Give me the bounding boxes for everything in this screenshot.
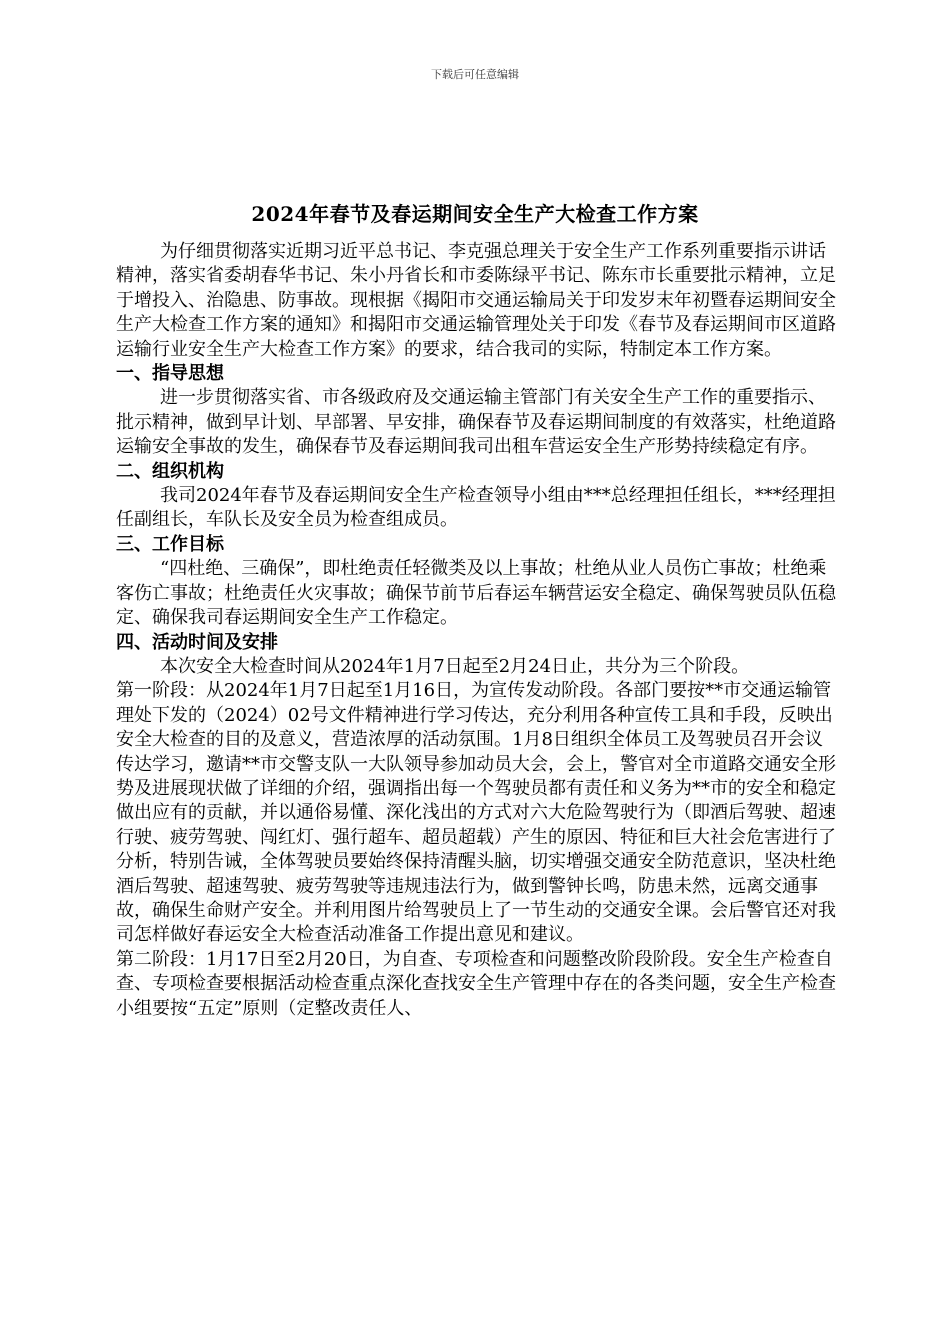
section-heading-schedule: 四、活动时间及安排 — [116, 631, 278, 653]
intro-paragraph: 为仔细贯彻落实近期习近平总书记、李克强总理关于安全生产工作系列重要指示讲话精神，落实省委胡春华书记、朱小丹省长和市委陈绿平书记、陈东市长重要批示精神，立足于增投入、治隐患、防事故。现根据《揭阳市交通运输局关于印发岁末年初暨春运期间安全生产大检查工作方案的通知》和揭阳市交通运输管理处关于印发《春节及春运期间市区道路运输行业安全生产大检查工作方案》的要求，结合我司的实际，特制定本工作方案。 — [116, 241, 836, 360]
section-heading-guiding: 一、指导思想 — [116, 363, 224, 385]
document-body — [116, 240, 840, 1021]
section-heading-organization: 二、组织机构 — [116, 460, 224, 482]
section-heading-goals: 三、工作目标 — [116, 533, 224, 555]
section-paragraph-guiding: 进一步贯彻落实省、市各级政府及交通运输主管部门有关安全生产工作的重要指示、批示精神，做到早计划、早部署、早安排，确保春节及春运期间制度的有效落实，杜绝道路运输安全事故的发生，确保春节及春运期间我司出租车营运安全生产形势持续稳定有序。 — [116, 387, 836, 458]
phase-two-paragraph: 第二阶段：1月17日至2月20日，为自查、专项检查和问题整改阶段阶段。安全生产检查自查、专项检查要根据活动检查重点深化查找安全生产管理中存在的各类问题，安全生产检查小组要按“五定”原则（定整改责任人、 — [116, 948, 836, 1019]
document-title: 2024年春节及春运期间安全生产大检查工作方案 — [251, 202, 699, 226]
header-note: 下载后可任意编辑 — [431, 68, 519, 81]
phase-one-paragraph: 第一阶段：从2024年1月7日起至1月16日，为宣传发动阶段。各部门要按**市交通运输管理处下发的（2024）02号文件精神进行学习传达，充分利用各种宣传工具和手段，反映出安全大检查的目的及意义，营造浓厚的活动氛围。1月8日组织全体员工及驾驶员召开会议传达学习，邀请**市交警支队一大队领导参加动员大会，会上，警官对全市道路交通安全形势及进展现状做了详细的介绍，强调指出每一个驾驶员都有责任和义务为**市的安全和稳定做出应有的贡献，并以通俗易懂、深化浅出的方式对六大危险驾驶行为（即酒后驾驶、超速行驶、疲劳驾驶、闯红灯、强行超车、超员超载）产生的原因、特征和巨大社会危害进行了分析，特别告诫，全体驾驶员要始终保持清醒头脑，切实增强交通安全防范意识，坚决杜绝酒后驾驶、超速驾驶、疲劳驾驶等违规违法行为，做到警钟长鸣，防患未然，远离交通事故，确保生命财产安全。并利用图片给驾驶员上了一节生动的交通安全课。会后警官还对我司怎样做好春运安全大检查活动准备工作提出意见和建议。 — [116, 680, 836, 946]
section-paragraph-organization: 我司2024年春节及春运期间安全生产检查领导小组由***总经理担任组长，***经理担任副组长，车队长及安全员为检查组成员。 — [116, 485, 836, 531]
section-paragraph-schedule: 本次安全大检查时间从2024年1月7日起至2月24日止，共分为三个阶段。 — [160, 655, 750, 677]
section-paragraph-goals: “四杜绝、三确保”，即杜绝责任轻微类及以上事故；杜绝从业人员伤亡事故；杜绝乘客伤亡事故；杜绝责任火灾事故；确保节前节后春运车辆营运安全稳定、确保驾驶员队伍稳定、确保我司春运期间安全生产工作稳定。 — [116, 558, 836, 629]
